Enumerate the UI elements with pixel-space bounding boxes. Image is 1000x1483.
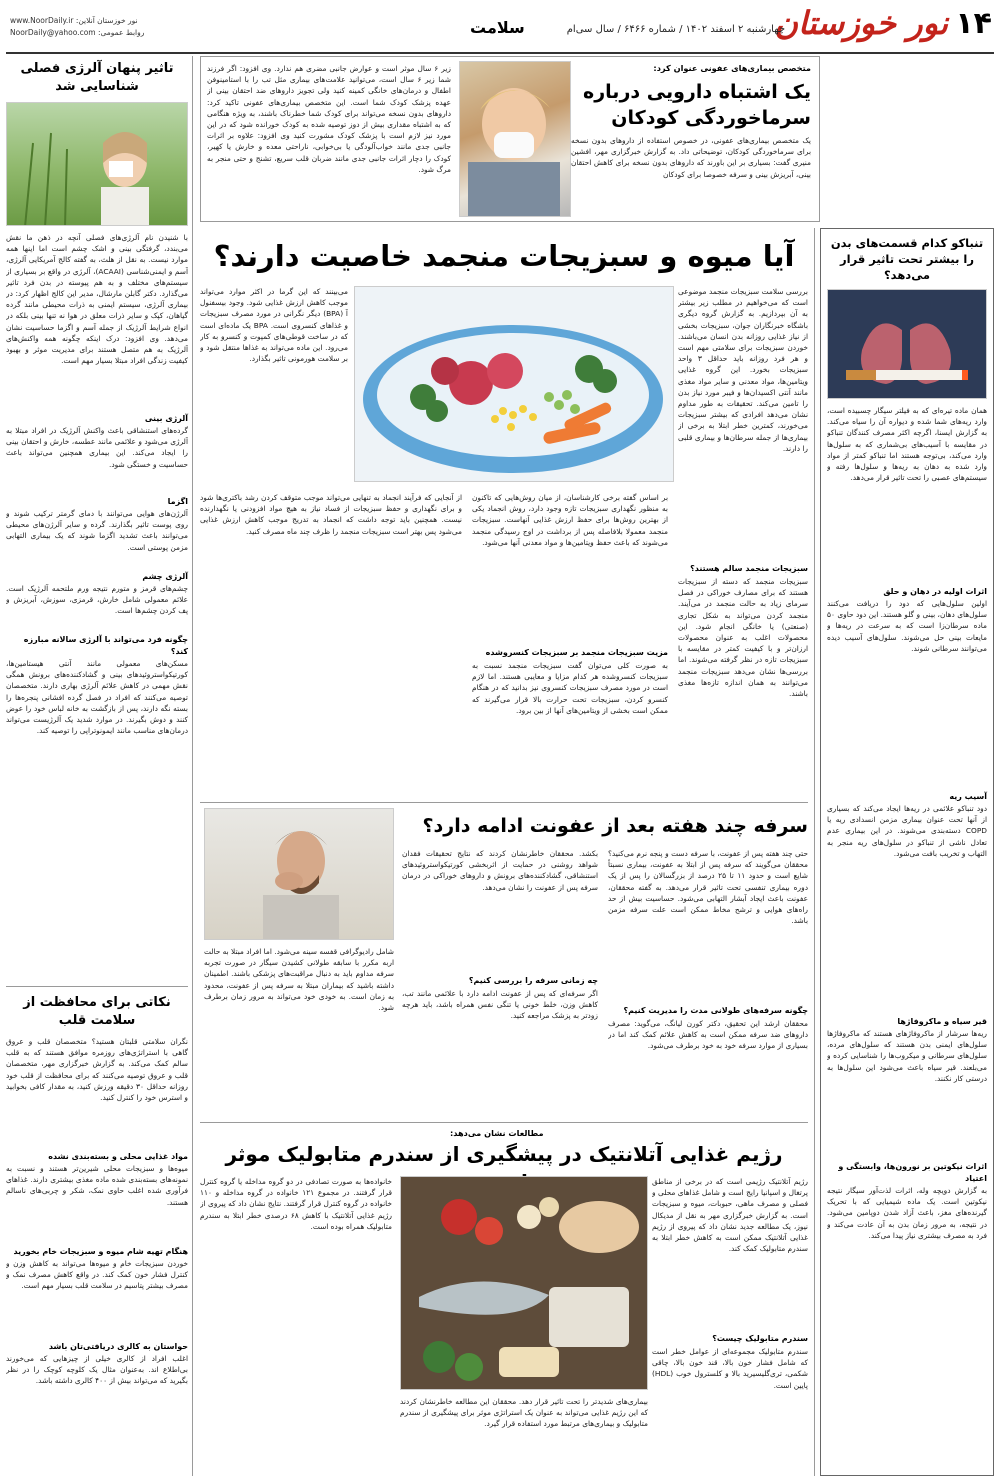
subheading: حواستان به کالری دریافتی‌تان باشد	[48, 1342, 188, 1351]
subheading: آسیب ریه	[949, 792, 987, 801]
article-body: اغلب افراد از کالری خیلی از چیزهایی که می‌خورند بی‌اطلاع اند. به‌عنوان مثال یک کلوچه کوچک را در نظر بگیرید که می‌تواند بیش از ۴۰۰ کالری داشته باشد.	[6, 1354, 188, 1386]
child-sneezing-photo	[459, 61, 571, 217]
lungs-cigarette-photo	[827, 289, 987, 399]
subheading: سبزیجات منجمد سالم هستند؟	[690, 564, 808, 573]
subheading: چگونه سرفه‌های طولانی مدت را مدیریت کنیم؟	[623, 1006, 808, 1015]
article-body: می‌بینند که این گرما در اکثر موارد می‌تواند موجب کاهش ارزش غذایی شود. وجود بیسفنول آ (BPA) دیگر نگرانی در مورد مصرف سبزیجات و غذاهای کنسروی است. BPA یک ماده‌ای است که در ساخت قوطی‌های کمپوت و کنسرو به کار می‌رود. این ماده می‌تواند به غذاها منتقل شود و بر سلامت هورمونی تاثیر بگذارد.	[200, 287, 348, 364]
article-body: گرده‌های استنشاقی باعث واکنش آلرژیک در افراد مبتلا به آلرژی می‌شود و علائمی مانند عطسه، خارش و احتقان بینی را ایجاد می‌کند. این بیماری همچنین می‌تواند باعث حساسیت و خستگی شود.	[6, 426, 188, 469]
article-body: به گزارش دویچه وله، اثرات لذت‌آور سیگار نتیجه نیکوتین است. یک ماده شیمیایی که با تحریک گیرنده‌های مغز، باعث آزاد شدن دوپامین می‌شود. در نتیجه، به مرور زمان بدن به آن عادت می‌کند و فرد به مصرف بیشتری نیاز پیدا می‌کند.	[827, 1186, 987, 1240]
right-column-rule	[814, 228, 815, 1476]
article-body: سبزیجات منجمد که دسته از سبزیجات هستند که برای مصارف خوراکی در فصل سرمای زیاد به حالت منجمد در می‌آیند. منجمد کردن می‌تواند به شکل تجاری (صنعتی) یا خانگی انجام شود. این محصولات اغلب به عنوان محصولات ارزان‌تر و با کیفیت کمتر در مقایسه با سبزیجات تازه در نظر گرفته می‌شوند. اما بررسی‌ها نشان می‌دهد سبزیجات منجمد می‌توانند به همان اندازه تازه‌ها مغذی باشند.	[678, 577, 808, 699]
masthead-rule	[6, 52, 994, 54]
article-body: شامل رادیوگرافی قفسه سینه می‌شود. اما افراد مبتلا به حالت اربه مکرر با سابقه طولانی کشیدن سیگار در صورت تجربه سرفه مداوم باید به دنبال مراقبت‌های پزشکی باشند. اطمینان داشته باشید که بیماران مبتلا به سرفه پس از عفونت، محدود به زمان است. به خودی خود می‌تواند به مرور زمان برطرف شود.	[204, 947, 394, 1013]
vegetables-illustration	[354, 287, 673, 482]
left-column-divider	[6, 986, 188, 987]
article-body: محققان ارشد این تحقیق، دکتر کورن لیانگ، می‌گوید: مصرف داروهای ضد سرفه ممکن است به کاهش علائم کمک کند اما در بسیاری از موارد سرفه خود به خود برطرف می‌شود.	[608, 1019, 808, 1051]
article-body: حتی چند هفته پس از عفونت، با سرفه دست و پنجه نرم می‌کنید؟ محققان می‌گویند که سرفه پس از ابتلا به عفونت، بیماری نسبتاً شایع است و حدود ۱۱ تا ۲۵ درصد از بزرگسالان را پس از یک دوره بیماری تنفسی تحت تاثیر قرار می‌دهد. به گفته محققان، عفونت باعث ایجاد آبشار التهابی می‌شود. حساسیت بیش از حد راه‌های هوایی و ترشح مخاط ممکن است علت سرفه مزمن باشد.	[608, 849, 808, 926]
article-title: تاثیر پنهان آلرژی فصلی شناسایی شد	[20, 61, 174, 94]
article-body-continued: زیر ۶ سال موثر است و عوارض جانبی مضری هم ندارد. وی افزود: اگر فرزند شما زیر ۶ سال است، می‌توانید علامت‌های بیماری مثل تب را با استامینوفن اطفال و درمان‌های خانگی کمینه کنید ولی تجویز داروهای ضد احتقان بینی از عهده پزشک کودک شما است. این متخصص بیماری‌های عفونی تاکید کرد: داروهای بدون نسخه می‌تواند برای کودک شما خطرناک باشند، به ویژه هنگامی که به اشتباه مقداری بیش از دوز توصیه شده به کودک خورانده شود که در این مورد نیز لازم است با پزشک کودک مشورت کنید وی افزود: علاوه بر اثرات جانبی جدی مانند خواب‌آلودگی یا بی‌خوابی، ناراحتی معده و خارش یا کهیر، کودک را دچار اثرات جانبی جدی مانند ضربان قلب سریع، تشنج و حتی منجر به مرگ شود.	[207, 64, 451, 174]
frozen-vegetables-photo	[354, 286, 674, 482]
child-illustration	[459, 62, 570, 217]
article-body: بکشد. محققان خاطرنشان کردند که نتایج تحقیقات فقدان شواهد روشنی در حمایت از اثربخشی کورتیکواستروئیدهای استنشاقی، گشادکننده‌های برونش و داروهای خوراکی در درمان سرفه پس از عفونت را نشان می‌دهد.	[402, 849, 598, 892]
article-body: بیماری‌های شدیدتر را تحت تاثیر قرار دهد. محققان این مطالعه خاطرنشان کردند که این رژیم غذایی می‌تواند به عنوان یک استراتژی موثر برای پیشگیری از سندرم متابولیک و بیماری‌های مرتبط مورد استفاده قرار گیرد.	[400, 1397, 648, 1429]
article-body: بر اساس گفته برخی کارشناسان، از میان روش‌هایی که تاکنون به منظور نگهداری سبزیجات تازه وجود دارد، روش انجماد یکی از بهترین روش‌ها برای حفظ ارزش غذایی آنهاست. سبزیجات منجمد معمولا بلافاصله پس از برداشت در اوج رسیدگی منجمد می‌شوند که باعث حفظ ویتامین‌ها و مواد معدنی آنها می‌شود.	[472, 493, 668, 547]
article-body: سندرم متابولیک مجموعه‌ای از عوامل خطر است که شامل فشار خون بالا، قند خون بالا، چاقی شکمی، تری‌گلیسیرید بالا و کلسترول خوب (HDL) پایین است.	[652, 1347, 808, 1390]
article-title: تنباکو کدام قسمت‌های بدن را بیشتر تحت تاثیر قرار می‌دهد؟	[830, 236, 984, 282]
subheading: قیر سیاه و ماکروفاژها	[897, 1017, 987, 1026]
page-number: ۱۴	[955, 6, 992, 41]
article-body: همان ماده تیره‌ای که به فیلتر سیگار چسبیده است، وارد ریه‌های شما شده و دیواره آن را سیاه می‌کند. به گزارش ایسنا، اگرچه اکثر مصرف کنندگان تنباکو در مقایسه با آسیب‌های بی‌شماری که به سلول‌ها وارد می‌کند، بی‌توجه هستند اما تنباکو کمتر از مواد وارد شده به دهان به ریه‌ها و سلول‌ها رفته و سیستم‌های عصبی را تحت تاثیر قرار می‌دهد.	[827, 406, 987, 483]
subheading: چگونه فرد می‌تواند با آلرژی سالانه مبارزه کند؟	[23, 635, 188, 656]
article-title: آیا میوه و سبزیجات منجمد خاصیت دارند؟	[213, 239, 795, 273]
article-body: دود تنباکو علائمی در ریه‌ها ایجاد می‌کند که بسیاری از آنها تحت عنوان بیماری مزمن انسدادی ریه یا COPD دسته‌بندی می‌شوند. در این بیماری عدم تعادل ناشی از تنباکو در سلول‌های ریه منجر به التهاب و تخریب بافت می‌شود.	[827, 804, 987, 858]
man-coughing-photo	[204, 808, 394, 940]
article-tobacco	[820, 228, 994, 1476]
food-illustration	[400, 1177, 647, 1390]
subheading: سندرم متابولیک چیست؟	[712, 1334, 808, 1343]
section-divider	[200, 1122, 808, 1123]
article-title: نکاتی برای محافظت از سلامت قلب	[23, 995, 171, 1028]
article-title: سرفه چند هفته بعد از عفونت ادامه دارد؟	[422, 815, 808, 837]
article-title: یک اشتباه دارویی درباره سرماخوردگی کودکان	[583, 81, 811, 129]
subheading: مواد غذایی محلی و بسته‌بندی نشده	[48, 1152, 188, 1161]
article-body: مسکن‌های معمولی مانند آنتی هیستامین‌ها، کورتیکواستروئیدهای بینی و گشادکننده‌های برونش همگی نقش مهمی در کاهش علائم آلرژی بهاری دارند. متخصصان توصیه می‌کنند که افراد در فصل گرده افشانی پنجره‌ها را بسته نگه دارند، پس از بازگشت به خانه لباس خود را عوض کنند و دوش بگیرند. در موارد شدید یک آلرژیست می‌تواند درمان‌های مناسب مانند ایمونوتراپی را توصیه کند.	[6, 659, 188, 736]
site-url[interactable]: نور خوزستان آنلاین: www.NoorDaily.ir	[10, 16, 138, 25]
masthead	[0, 0, 1000, 52]
article-body: نگران سلامتی قلبتان هستید؟ متخصصان قلب و عروق گاهی با استراتژی‌های روزمره موافق هستند که به قلب سالم کمک می‌کند. به گزارش خبرگزاری مهر، متخصصان قلب و عروق توصیه می‌کنند که برای محافظت از قلب خود روزانه حداقل ۳۰ دقیقه ورزش کنید، به مقدار کافی بخوابید و استرس خود را کنترل کنید.	[6, 1037, 188, 1103]
article-atlantic-diet	[200, 1126, 808, 1476]
article-kicker: مطالعات نشان می‌دهد:	[450, 1128, 544, 1138]
subheading: مزیت سبزیجات منجمد بر سبزیجات کنسروشده	[485, 648, 668, 657]
article-body: اولین سلول‌هایی که دود را دریافت می‌کنند سلول‌های دهان، بینی و گلو هستند. این دود حاوی ۵۰ ماده سرطان‌زا است که به سرعت در ریه‌ها و مایعات بینی حل می‌شوند. سلول‌های آسیب دیده می‌توانند سرطانی شوند.	[827, 599, 987, 653]
coughing-man-illustration	[204, 809, 393, 940]
woman-sneezing-field-photo	[6, 102, 188, 226]
subheading: آلرژی چشم	[142, 572, 188, 581]
subheading: اثرات نیکوتین بر نورون‌ها، وابستگی و اعتیاد	[838, 1162, 987, 1183]
subheading: آلرژی بینی	[144, 414, 188, 423]
article-cough	[200, 808, 808, 1118]
article-body: خانواده‌ها به صورت تصادفی در دو گروه مداخله یا گروه کنترل قرار گرفتند. در مجموع ۱۲۱ خانواده در گروه مداخله و ۱۱۰ خانواده در گروه کنترل قرار گرفتند. نتایج نشان داد که پیروی از رژیم غذایی آتلانتیک با کاهش ۶۸ درصدی خطر ابتلا به سندرم متابولیک همراه بوده است.	[200, 1177, 392, 1231]
article-title: رژیم غذایی آتلانتیک در پیشگیری از سندرم متابولیک موثر	[225, 1142, 783, 1166]
article-body: آلرژن‌های هوایی می‌توانند با دمای گرمتر ترکیب شوند و روی پوست تاثیر بگذارند. گرده و سایر آلرژن‌های محیطی می‌توانند باعث تشدید اگزما شوند که یک بیماری التهابی مزمن پوستی است.	[6, 509, 188, 552]
left-column-rule	[192, 56, 193, 1476]
contact-email[interactable]: روابط عمومی: NoorDaily@yahoo.com	[10, 28, 145, 37]
article-body: چشم‌های قرمز و متورم نتیجه ورم ملتحمه آلرژیک است. علائم معمولی شامل خارش، قرمزی، سوزش، آبریزش و پف کردن چشم‌ها است.	[6, 584, 188, 616]
article-body: با شنیدن نام آلرژی‌های فصلی آنچه در ذهن ما نقش می‌بندد، گرفتگی بینی و اشک چشم است اما اینها همه موارد نیست. به نقل از هلث، به گفته کالج آمریکایی آلرژی، آسم و ایمنی‌شناسی (ACAAI)، آلرژی در واقع بر بسیاری از سیستم‌های مختلف و به هم پیوسته در بدن فرد تاثیر می‌گذارد. دکتر گابلن مارشال، مدیر این کالج اظهار کرد: در بیماری آلرژی، سیستم ایمنی به ذرات محیطی مانند گرده گیاهان، کپک و سایر ذرات معلق در هوا نه تنها بینی بلکه در انواع شرایط آلرژیک از جمله آسم و اگزما حساسیت نشان می‌دهد. وی افزود: درک اینکه چگونه همه واکنش‌های آلرژیک به هم متصل هستند برای مدیریت موثر و بهبود کیفیت زندگی افراد مبتلا بسیار مهم است.	[6, 233, 188, 366]
date-line: چهارشنبه ۲ اسفند ۱۴۰۲ / شماره ۶۴۶۶ / سال سی‌ام	[566, 24, 785, 35]
article-body: بررسی سلامت سبزیجات منجمد موضوعی است که می‌خواهیم در مطلب زیر بیشتر به آن بپردازیم. به گزارش گروه دیگری باشگاه خبرنگاران جوان، سبزیجات بخشی از نیاز غذایی روزانه بدن انسان می‌باشند. خوردن سبزیجات برای سلامتی مهم است و هر فرد روزانه باید حداقل ۳ واحد سبزیجات بخورد. این گروه غذایی ویتامین‌ها، مواد معدنی و سایر مواد مغذی مانند آنتی اکسیدان‌ها و فیبر مورد نیاز بدن را تامین می‌کند. تحقیقات به طور مداوم نشان می‌دهد افرادی که بیشتر سبزیجات می‌خورند، کمترین خطر ابتلا به برخی از بیماری‌ها از جمله سرطان‌ها و بیماری قلبی را دارند.	[678, 287, 808, 453]
subheading: هنگام تهیه شام میوه و سبزیجات خام بخورید	[13, 1247, 188, 1256]
article-body: از آنجایی که فرآیند انجماد به تنهایی می‌تواند موجب متوقف کردن رشد باکتری‌ها شود و برای نگهداری و حفظ سبزیجات از فساد نیاز به هیچ مواد افزودنی یا نگهدارنده نیست. همچنین باید توجه داشت که انجماد به تدریج موجب کاهش ارزش غذایی می‌شود پس بهتر است سبزیجات منجمد را ظرف چند ماه مصرف کنید.	[200, 493, 462, 536]
article-body: میوه‌ها و سبزیجات محلی شیرین‌تر هستند و نسبت به نمونه‌های بسته‌بندی شده ماده مغذی بیشتری دارند. غذاهای فرآوری شده اغلب حاوی نمک، شکر و چربی‌های ناسالم هستند.	[6, 1164, 188, 1207]
section-divider	[200, 802, 808, 803]
subheading: اثرات اولیه در دهان و حلق	[883, 587, 987, 596]
article-body: رژیم آتلانتیک رژیمی است که در برخی از مناطق پرتغال و اسپانیا رایج است و شامل غذاهای محلی و فصلی و مصرف ماهی، حبوبات، میوه و سبزیجات است. به گزارش خبرگزاری مهر به نقل از مدیکال نیوز، یک مطالعه جدید نشان داد که پیروی از رژیم غذایی آتلانتیک ممکن است به کاهش خطر ابتلا به سندرم متابولیک کمک کند.	[652, 1177, 808, 1254]
atlantic-diet-food-photo	[400, 1176, 648, 1390]
subheading: اگزما	[167, 497, 188, 506]
article-kicker: متخصص بیماری‌های عفونی عنوان کرد:	[653, 63, 811, 73]
article-body: یک متخصص بیماری‌های عفونی، در خصوص استفاده از داروهای بدون نسخه برای سرماخوردگی کودکان، توضیحاتی داد. به گزارش خبرگزاری مهر، افشین منیری گفت: بسیاری بر این باورند که داروهای بدون نسخه برای کاهش احتقان بینی، آبریزش بینی و سرفه خصوصا برای کودکان	[571, 136, 811, 179]
field-illustration	[6, 103, 187, 226]
section-title: سلامت	[470, 18, 525, 37]
article-body: اگر سرفه‌ای که پس از عفونت ادامه دارد با علائمی مانند تب، کاهش وزن، خلط خونی یا تنگی نفس همراه باشد، باید هرچه زودتر به پزشک مراجعه کنید.	[402, 989, 598, 1021]
article-cold-medicine	[200, 56, 820, 222]
article-body: به صورت کلی می‌توان گفت سبزیجات منجمد نسبت به سبزیجات کنسروشده هر کدام مزایا و معایبی هستند. اما لازم است در مورد مصرف سبزیجات کنسروی نیز بدانید که در هنگام کنسرو کردن، سبزیجات تحت حرارت بالا قرار می‌گیرند که ممکن است بخشی از ویتامین‌های آنها از بین برود.	[472, 661, 668, 715]
subheading: چه زمانی سرفه را بررسی کنیم؟	[468, 976, 598, 985]
article-frozen-vegetables	[200, 230, 808, 800]
article-heart-health	[6, 994, 188, 1476]
article-allergy	[6, 56, 188, 956]
newspaper-logo: نور خوزستان	[774, 4, 948, 42]
article-body: خوردن سبزیجات خام و میوه‌ها می‌تواند به کاهش وزن و کنترل فشار خون کمک کند. در واقع کاهش مصرف نمک و مصرف بیشتر پتاسیم در سلامت قلب بسیار مهم است.	[6, 1259, 188, 1291]
lungs-illustration	[827, 290, 986, 399]
article-body: ریه‌ها سرشار از ماکروفاژهای هستند که ماکروفاژها سلول‌های ایمنی بدن هستند که سلول‌های مرده، سلول‌های سرطانی و میکروب‌ها را شناسایی کرده و می‌بلعند. قیر سیاه باعث می‌شود این سلول‌ها به درستی کار نکنند.	[827, 1029, 987, 1083]
